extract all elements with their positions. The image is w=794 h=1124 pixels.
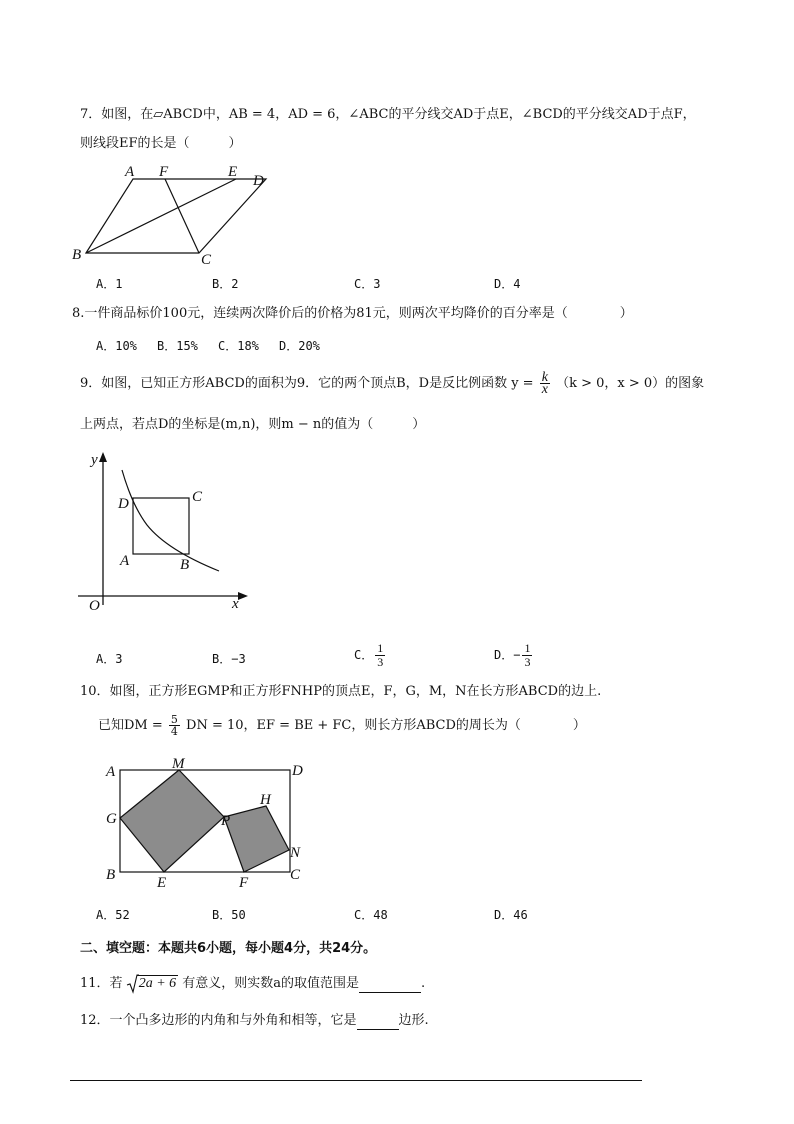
q9-function-fraction: $\frac{k}{x}$ xyxy=(541,370,548,397)
label-A: A xyxy=(106,764,116,780)
q10-option-a[interactable]: A．52 xyxy=(96,908,130,922)
q7-option-a[interactable]: A．1 xyxy=(96,277,123,291)
label-M: M xyxy=(172,756,185,772)
label-B: B xyxy=(180,557,190,573)
q10-option-c[interactable]: C．48 xyxy=(354,908,388,922)
label-E: E xyxy=(157,875,167,891)
q8-option-b[interactable]: B．15% xyxy=(157,339,198,353)
sqrt-expression: 2a + 6 xyxy=(127,975,178,993)
q10-rectangle-figure xyxy=(100,755,320,890)
x-axis-arrow xyxy=(238,592,248,600)
label-F: F xyxy=(239,875,249,891)
q9-stem-line2: 上两点，若点D的坐标是(m,n)，则m − n的值为（ ） xyxy=(80,417,426,432)
q7-option-b[interactable]: B．2 xyxy=(212,277,239,291)
label-H: H xyxy=(260,792,271,808)
q7-parallelogram-figure xyxy=(70,160,280,270)
bisector-cf xyxy=(165,179,199,253)
q10-stem-part2: DN = 10，EF = BE + FC，则长方形ABCD的周长为（ ） xyxy=(186,718,586,733)
square-egmp xyxy=(120,770,224,872)
q7-stem-line2: 则线段EF的长是（ ） xyxy=(80,136,242,151)
label-D: D xyxy=(253,173,264,189)
label-B: B xyxy=(106,867,116,883)
q8-stem: 8.一件商品标价100元，连续两次降价后的价格为81元，则两次平均降价的百分率是（ ） xyxy=(72,306,633,321)
section-fill-in-heading: 二、填空题：本题共6小题，每小题4分，共24分。 xyxy=(80,941,377,956)
q9-option-a[interactable]: A．3 xyxy=(96,652,123,666)
label-C: C xyxy=(192,489,203,505)
label-C: C xyxy=(201,252,212,268)
page-footer-rule xyxy=(70,1080,642,1081)
label-F: F xyxy=(159,164,169,180)
q8-option-d[interactable]: D．20% xyxy=(279,339,320,353)
label-A: A xyxy=(125,164,135,180)
q11-stem: 11．若 2a + 6 有意义，则实数a的取值范围是 . xyxy=(80,975,425,993)
label-y: y xyxy=(91,452,98,468)
label-O: O xyxy=(89,598,100,614)
label-G: G xyxy=(106,811,117,827)
q12-stem: 12．一个凸多边形的内角和与外角和相等，它是 边形. xyxy=(80,1013,429,1028)
label-B: B xyxy=(72,247,82,263)
q12-answer-blank[interactable] xyxy=(357,1029,399,1030)
parallelogram-abcd xyxy=(86,179,266,253)
q7-option-c[interactable]: C．3 xyxy=(354,277,381,291)
q10-stem-line1: 10．如图，正方形EGMP和正方形FNHP的顶点E，F，G，M，N在长方形ABCD的边上. xyxy=(80,684,602,699)
q9-stem-part1: 9．如图，已知正方形ABCD的面积为9．它的两个顶点B，D是反比例函数 y = xyxy=(80,376,534,391)
hyperbola-curve xyxy=(122,470,219,571)
label-D: D xyxy=(118,496,129,512)
q9-stem-part2: （k > 0，x > 0）的图象 xyxy=(556,376,705,391)
q9-option-d[interactable]: D．− $\frac{1}{3}$ xyxy=(494,641,531,669)
q9-option-c[interactable]: C． $\frac{1}{3}$ xyxy=(354,641,384,669)
label-x: x xyxy=(232,596,239,612)
q10-stem-part1: 已知DM = xyxy=(98,718,163,733)
q8-option-c[interactable]: C．18% xyxy=(218,339,259,353)
q11-answer-blank[interactable] xyxy=(359,992,421,993)
label-N: N xyxy=(290,845,301,861)
q10-fraction: $\frac{5}{4}$ xyxy=(170,713,178,738)
q8-option-a[interactable]: A．10% xyxy=(96,339,137,353)
q7-stem-line1: 7．如图，在▱ABCD中，AB = 4，AD = 6，∠ABC的平分线交AD于点E，∠BCD的平分线交AD于点F， xyxy=(80,107,696,122)
sqrt-sign-icon xyxy=(127,974,139,994)
label-C: C xyxy=(290,867,301,883)
label-E: E xyxy=(228,164,238,180)
label-A: A xyxy=(120,553,130,569)
bisector-be xyxy=(86,179,236,253)
q9-option-b[interactable]: B．−3 xyxy=(212,652,246,666)
label-P: P xyxy=(221,813,231,829)
y-axis-arrow xyxy=(99,452,107,462)
q10-stem-line2 xyxy=(98,714,586,737)
square-fnhp xyxy=(224,806,289,872)
label-D: D xyxy=(292,763,303,779)
q10-option-b[interactable]: B．50 xyxy=(212,908,246,922)
q9-stem-line1 xyxy=(80,372,704,395)
q9-graph-figure xyxy=(72,450,252,620)
q7-option-d[interactable]: D．4 xyxy=(494,277,521,291)
square-abcd xyxy=(133,498,189,554)
q10-option-d[interactable]: D．46 xyxy=(494,908,528,922)
